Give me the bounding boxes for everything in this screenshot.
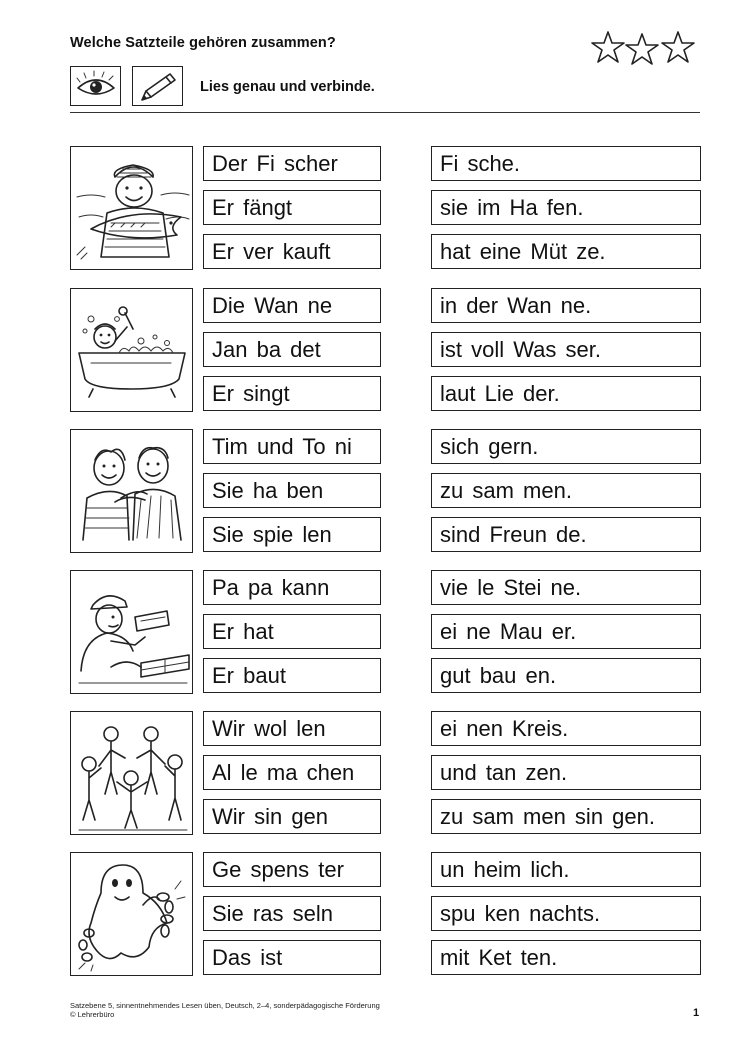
star-icon xyxy=(592,32,624,62)
sentence-start-2-1[interactable]: Die Wan ne xyxy=(203,288,381,323)
sentence-start-1-3[interactable]: Er ver kauft xyxy=(203,234,381,269)
sentence-start-5-2[interactable]: Al le ma chen xyxy=(203,755,381,790)
sentence-start-4-3[interactable]: Er baut xyxy=(203,658,381,693)
exercise-group-bathtub xyxy=(70,288,702,413)
children-circle-illustration xyxy=(70,711,193,835)
worksheet-title: Welche Satzteile gehören zusammen? xyxy=(70,35,336,51)
sentence-start-1-1[interactable]: Der Fi scher xyxy=(203,146,381,181)
sentence-end-6-2[interactable]: spu ken nachts. xyxy=(431,896,701,931)
header-divider xyxy=(70,112,700,113)
sentence-end-5-2[interactable]: und tan zen. xyxy=(431,755,701,790)
sentence-end-3-2[interactable]: zu sam men. xyxy=(431,473,701,508)
sentence-start-5-3[interactable]: Wir sin gen xyxy=(203,799,381,834)
sentence-end-6-3[interactable]: mit Ket ten. xyxy=(431,940,701,975)
exercise-group-ghost xyxy=(70,852,702,977)
star-icon xyxy=(626,34,658,64)
fisherman-illustration xyxy=(70,146,193,270)
sentence-end-6-1[interactable]: un heim lich. xyxy=(431,852,701,887)
sentence-end-4-2[interactable]: ei ne Mau er. xyxy=(431,614,701,649)
sentence-start-3-3[interactable]: Sie spie len xyxy=(203,517,381,552)
ghost-illustration xyxy=(70,852,193,976)
sentence-end-5-3[interactable]: zu sam men sin gen. xyxy=(431,799,701,834)
sentence-start-6-2[interactable]: Sie ras seln xyxy=(203,896,381,931)
pencil-icon xyxy=(136,70,180,104)
sentence-start-1-2[interactable]: Er fängt xyxy=(203,190,381,225)
bathtub-illustration xyxy=(70,288,193,412)
instruction-text: Lies genau und verbinde. xyxy=(200,79,375,95)
eye-icon xyxy=(74,70,118,104)
sentence-end-2-3[interactable]: laut Lie der. xyxy=(431,376,701,411)
sentence-end-5-1[interactable]: ei nen Kreis. xyxy=(431,711,701,746)
sentence-end-4-3[interactable]: gut bau en. xyxy=(431,658,701,693)
two-friends-illustration xyxy=(70,429,193,553)
eye-icon-box xyxy=(70,66,121,106)
sentence-end-1-1[interactable]: Fi sche. xyxy=(431,146,701,181)
difficulty-stars xyxy=(590,28,700,68)
sentence-start-4-2[interactable]: Er hat xyxy=(203,614,381,649)
footer-line-2: © Lehrerbüro xyxy=(70,1010,115,1019)
exercise-group-friends xyxy=(70,429,702,554)
footer-line-1: Satzebene 5, sinnentnehmendes Lesen üben, Deutsch, 2–4, sonderpädagogische Förderung xyxy=(70,1001,380,1010)
sentence-end-3-3[interactable]: sind Freun de. xyxy=(431,517,701,552)
sentence-start-6-1[interactable]: Ge spens ter xyxy=(203,852,381,887)
sentence-start-2-3[interactable]: Er singt xyxy=(203,376,381,411)
sentence-end-2-2[interactable]: ist voll Was ser. xyxy=(431,332,701,367)
sentence-end-4-1[interactable]: vie le Stei ne. xyxy=(431,570,701,605)
sentence-start-4-1[interactable]: Pa pa kann xyxy=(203,570,381,605)
footer-credits xyxy=(70,1001,380,1019)
sentence-start-2-2[interactable]: Jan ba det xyxy=(203,332,381,367)
sentence-end-1-2[interactable]: sie im Ha fen. xyxy=(431,190,701,225)
exercise-group-fisherman xyxy=(70,146,702,271)
page-number: 1 xyxy=(693,1007,700,1019)
sentence-start-5-1[interactable]: Wir wol len xyxy=(203,711,381,746)
sentence-start-3-1[interactable]: Tim und To ni xyxy=(203,429,381,464)
sentence-start-3-2[interactable]: Sie ha ben xyxy=(203,473,381,508)
sentence-end-1-3[interactable]: hat eine Müt ze. xyxy=(431,234,701,269)
pencil-icon-box xyxy=(132,66,183,106)
sentence-end-2-1[interactable]: in der Wan ne. xyxy=(431,288,701,323)
sentence-end-3-1[interactable]: sich gern. xyxy=(431,429,701,464)
exercise-group-bricklayer xyxy=(70,570,702,695)
star-icon xyxy=(662,32,694,62)
bricklayer-illustration xyxy=(70,570,193,694)
exercise-group-children-circle xyxy=(70,711,702,836)
sentence-start-6-3[interactable]: Das ist xyxy=(203,940,381,975)
